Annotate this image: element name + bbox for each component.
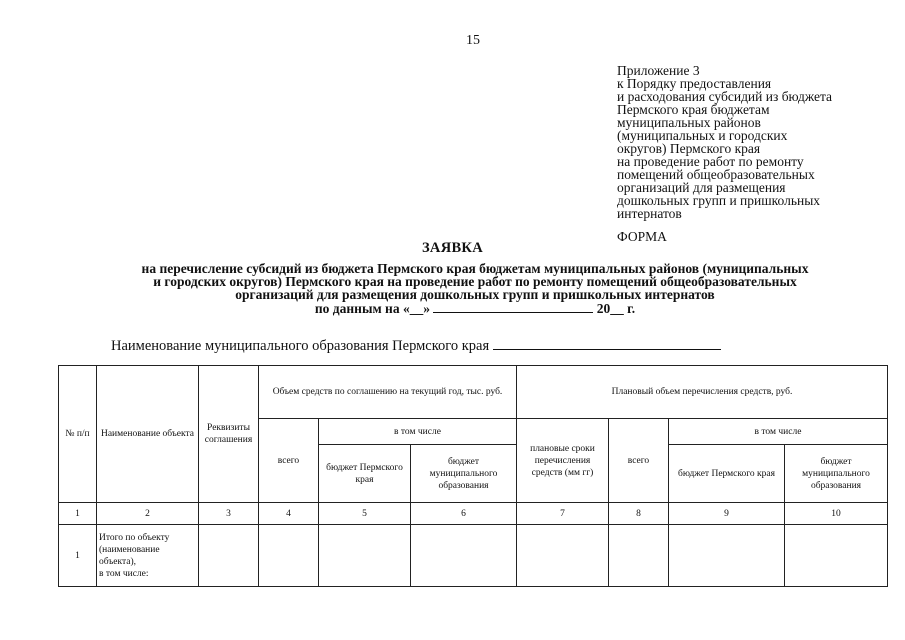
table-row — [59, 525, 888, 587]
column-number: 7 — [517, 503, 609, 525]
header-regional-budget-planned: бюджет Пермского края — [669, 445, 785, 503]
header-object-name: Наименование объекта — [97, 366, 199, 503]
appendix-line: интернатов — [617, 206, 682, 221]
header-planned-volume: Плановый объем перечисления средств, руб. — [517, 366, 888, 419]
appendix-line: на проведение работ по ремонту — [617, 154, 804, 169]
row-municipal-planned-cell[interactable] — [785, 525, 888, 587]
appendix-line: и расходования субсидий из бюджета — [617, 89, 833, 104]
appendix-line: дошкольных групп и пришкольных — [617, 193, 821, 208]
subsidy-table — [58, 365, 888, 587]
column-number: 6 — [411, 503, 517, 525]
row-regional-agreement-cell[interactable] — [319, 525, 411, 587]
row-planned-terms-cell[interactable] — [517, 525, 609, 587]
date-suffix: 20__ г. — [593, 301, 636, 316]
page-number: 15 — [466, 33, 480, 48]
date-line — [95, 301, 855, 315]
row-number: 1 — [59, 525, 97, 587]
header-municipal-budget-planned: бюджет муниципального образования — [785, 445, 888, 503]
appendix-line: Пермского края бюджетам — [617, 102, 770, 117]
appendix-line: к Порядку предоставления — [617, 76, 772, 91]
document-subtitle — [95, 262, 855, 315]
appendix-line: Приложение 3 — [617, 63, 700, 78]
column-number: 3 — [199, 503, 259, 525]
header-including-agreement: в том числе — [319, 419, 517, 445]
header-total-planned: всего — [609, 419, 669, 503]
header-number: № п/п — [59, 366, 97, 503]
header-requisites: Реквизиты соглашения — [199, 366, 259, 503]
row-municipal-agreement-cell[interactable] — [411, 525, 517, 587]
municipality-line — [111, 337, 721, 355]
row-total-planned-cell[interactable] — [609, 525, 669, 587]
municipality-blank[interactable] — [493, 337, 721, 350]
document-title: ЗАЯВКА — [421, 240, 484, 256]
subtitle-line: и городских округов) Пермского края на проведение работ по ремонту помещений общеобразовательных — [153, 274, 797, 289]
column-number: 10 — [785, 503, 888, 525]
column-number: 8 — [609, 503, 669, 525]
column-number: 5 — [319, 503, 411, 525]
header-municipal-budget-agreement: бюджет муниципального образования — [411, 445, 517, 503]
row-total-agreement-cell[interactable] — [259, 525, 319, 587]
subtitle-line: организаций для размещения дошкольных групп и пришкольных интернатов — [235, 287, 715, 302]
appendix-header — [617, 64, 887, 220]
row-regional-planned-cell[interactable] — [669, 525, 785, 587]
row-requisites-cell[interactable] — [199, 525, 259, 587]
header-agreement-volume: Объем средств по соглашению на текущий год, тыс. руб. — [259, 366, 517, 419]
appendix-line: муниципальных районов — [617, 115, 761, 130]
header-including-planned: в том числе — [669, 419, 888, 445]
header-regional-budget-agreement: бюджет Пермского края — [319, 445, 411, 503]
form-label: ФОРМА — [617, 229, 667, 244]
column-number: 1 — [59, 503, 97, 525]
appendix-line: организаций для размещения — [617, 180, 786, 195]
date-month-blank[interactable] — [433, 301, 593, 313]
header-planned-terms: плановые сроки перечисления средств (мм гг) — [517, 419, 609, 503]
date-prefix: по данным на «__» — [314, 301, 434, 316]
column-number: 9 — [669, 503, 785, 525]
appendix-line: (муниципальных и городских — [617, 128, 788, 143]
subtitle-line: на перечисление субсидий из бюджета Пермского края бюджетам муниципальных районов (муниципальных — [141, 261, 809, 276]
row-object-name: Итого по объекту (наименование объекта), в том числе: — [97, 525, 199, 587]
column-number: 2 — [97, 503, 199, 525]
appendix-line: округов) Пермского края — [617, 141, 761, 156]
municipality-label: Наименование муниципального образования Пермского края — [111, 338, 493, 354]
column-number: 4 — [259, 503, 319, 525]
header-total-agreement: всего — [259, 419, 319, 503]
appendix-line: помещений общеобразовательных — [617, 167, 815, 182]
